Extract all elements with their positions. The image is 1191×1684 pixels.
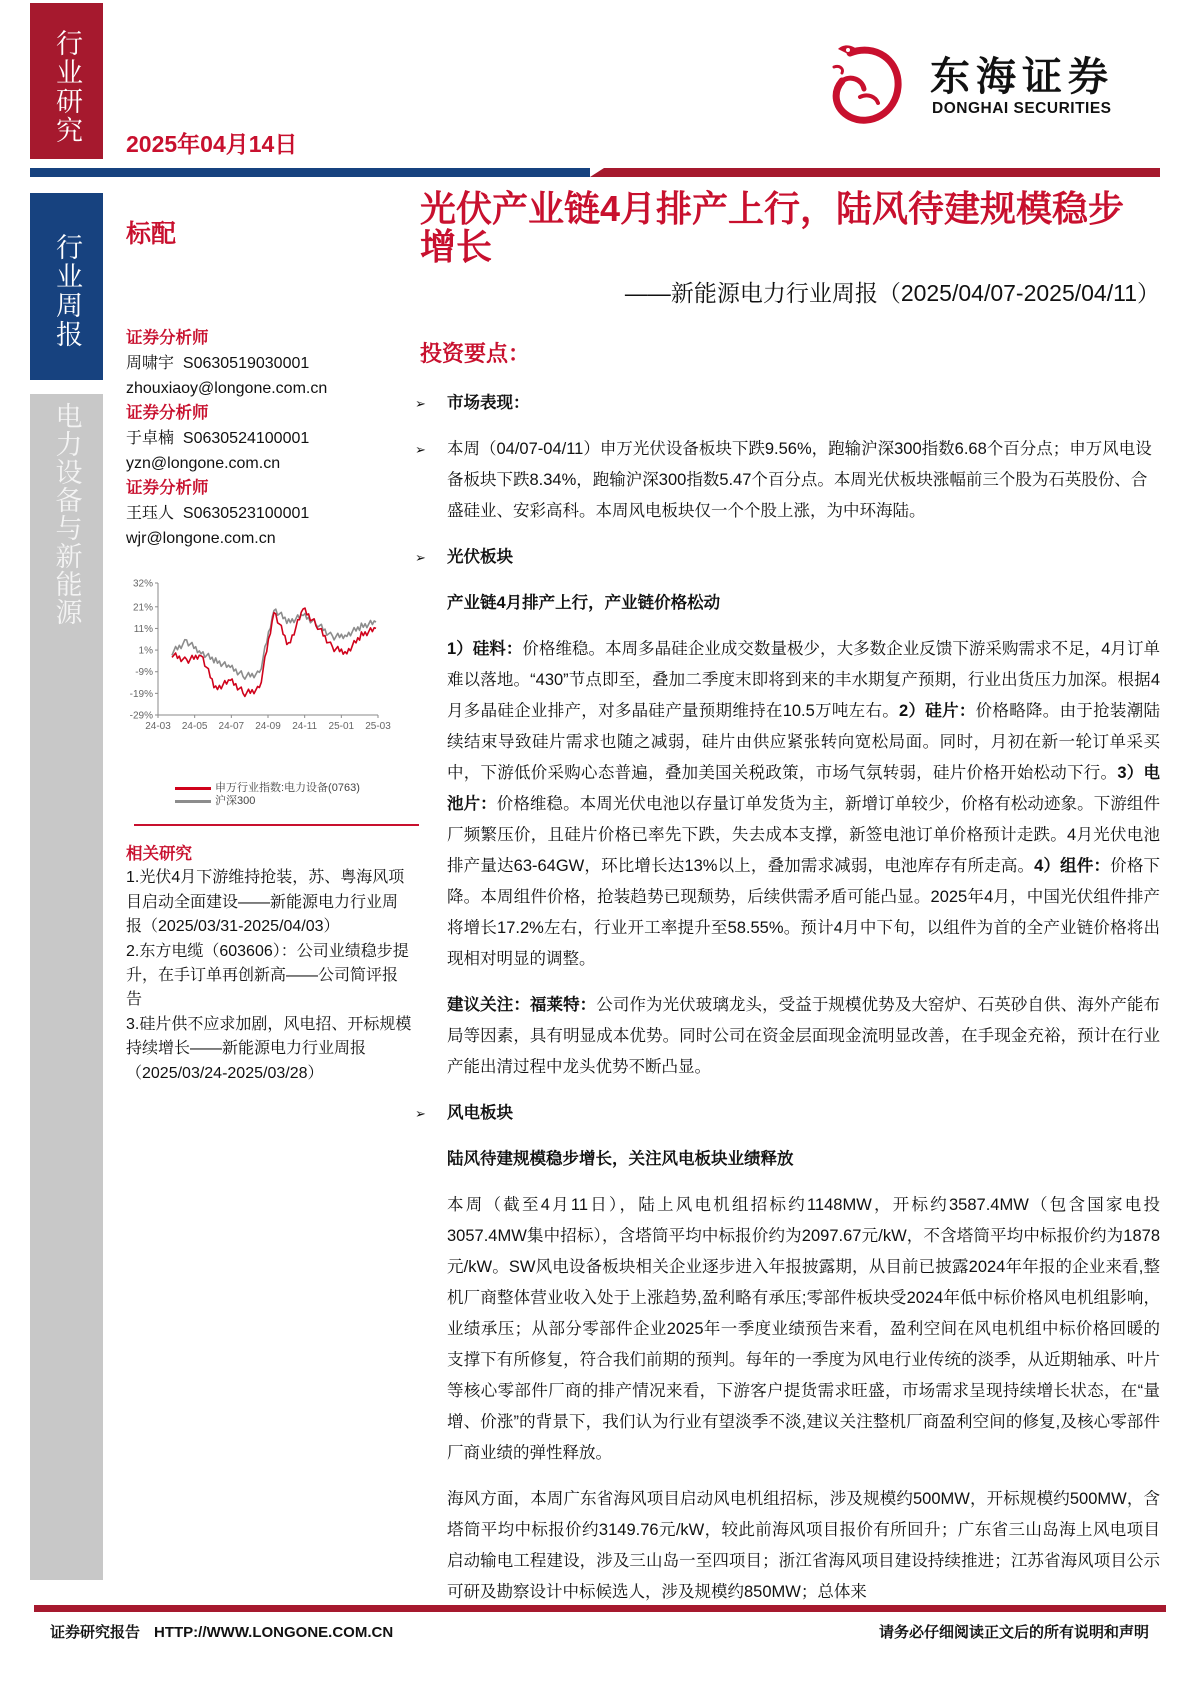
report-subtitle: ——新能源电力行业周报（2025/04/07-2025/04/11）: [624, 280, 1160, 306]
arrow-bullet-icon: ➢: [415, 396, 426, 411]
para-label: 建议关注：福莱特：: [447, 996, 597, 1014]
section-pv-heading: [415, 542, 1160, 573]
section-heading-label: 光伏板块: [447, 548, 513, 566]
analyst-name: 周啸宇: [126, 355, 175, 372]
wind-sub-heading: 陆风待建规模稳步增长，关注风电板块业绩释放: [447, 1150, 794, 1168]
legend-swatch-gray: [175, 800, 211, 803]
analyst-license: S0630523100001: [182, 505, 310, 522]
analyst-role: 证券分析师: [126, 479, 209, 497]
logo-name-cn: 东海证券: [930, 54, 1114, 100]
related-research-title: 相关研究: [126, 845, 192, 863]
para-label: 1）硅料：: [447, 640, 523, 658]
svg-text:25-03: 25-03: [365, 721, 391, 732]
analyst-license: S0630519030001: [182, 355, 310, 372]
related-research-item[interactable]: 2.东方电缆（603606）：公司业绩稳步提升，在手订单再创新高——公司简评报告: [126, 942, 409, 1009]
arrow-bullet-icon: ➢: [415, 442, 426, 457]
footer-disclaimer: 请务必仔细阅读正文后的所有说明和声明: [878, 1624, 1149, 1641]
analyst-name-license: [126, 501, 327, 526]
header-divider: [30, 168, 1160, 177]
dragon-emblem-icon: [820, 35, 920, 135]
analyst-name-license: [126, 426, 327, 451]
analyst-license: S0630524100001: [182, 430, 310, 447]
report-body: [415, 388, 1160, 1608]
svg-text:-29%: -29%: [129, 710, 153, 722]
legend-label: 沪深300: [215, 795, 256, 807]
para-label: 4）组件：: [1034, 857, 1111, 875]
chart-legend: [175, 782, 360, 808]
para-text: 价格维稳。本周光伏电池以存量订单发货为主，新增订单较少，价格有松动迹象。下游组件厂频繁压价，且硅片价格已率先下跌，失去成本支撑，新签电池订单价格预计走跌。4月光伏电池排产量达63-64GW，环比增长达13%以上，叠加需求减弱，电池库存有所走高。: [447, 795, 1160, 875]
pv-recommendation: [415, 990, 1160, 1083]
analyst-name: 王珏人: [126, 505, 175, 522]
line-chart: [120, 575, 410, 780]
arrow-bullet-icon: ➢: [415, 1106, 426, 1121]
pv-chain-paragraph: [415, 634, 1160, 975]
related-research-item[interactable]: 3.硅片供不应求加剧，风电招、开标规模持续增长——新能源电力行业周报（2025/03/24-2025/03/28）: [126, 1015, 412, 1082]
para-label: 2）硅片：: [899, 702, 976, 720]
svg-text:21%: 21%: [132, 602, 153, 614]
para-label: 3）电池片：: [447, 764, 1161, 813]
performance-chart: [120, 575, 410, 815]
wind-onshore-paragraph: 本周（截至4月11日），陆上风电机组招标约1148MW，开标约3587.4MW（包含国家电投3057.4MW集中招标），含塔筒平均中标报价约为2097.67元/kW，不含塔筒平均中标报价约为1878元/kW。SW风电设备板块相关企业逐步进入年报披露期，从目前已披露2024年年报的企业来看,整机厂商整体营业收入处于上涨趋势,盈利略有承压;零部件板块受2024年低中标价格风电机组影响，业绩承压；从部分零部件企业2025年一季度业绩预告来看，盈利空间在风电机组中标价格回暖的支撑下有所修复，符合我们前期的预判。每年的一季度为风电行业传统的淡季，从近期轴承、叶片等核心零部件厂商的排产情况来看，下游客户提货需求旺盛，市场需求呈现持续增长状态，在“量增、价涨”的背景下，我们认为行业有望淡季不淡,建议关注整机厂商盈利空间的修复,及核心零部件厂商业绩的弹性释放。: [447, 1196, 1160, 1462]
svg-text:11%: 11%: [133, 623, 153, 635]
report-title: 光伏产业链4月排产上行，陆风待建规模稳步增长: [420, 188, 1125, 267]
market-summary-text: 本周（04/07-04/11）申万光伏设备板块下跌9.56%，跑输沪深300指数6.68个百分点；申万风电设备板块下跌8.34%，跑输沪深300指数5.47个百分点。本周光伏板块涨幅前三个股为石英股份、合盛硅业、安彩高科。本周风电板块仅一个个股上涨，为中环海陆。: [447, 440, 1152, 520]
svg-text:-19%: -19%: [129, 688, 153, 700]
wind-offshore-paragraph: 海风方面，本周广东省海风项目启动风电机组招标，涉及规模约500MW，开标规模约500MW，含塔筒平均中标报价约3149.76元/kW，较此前海风项目报价有所回升；广东省三山岛海上风电项目启动输电工程建设，涉及三山岛一至四项目；浙江省海风项目建设持续推进；江苏省海风项目公示可研及勘察设计中标候选人，涉及规模约850MW；总体来: [447, 1490, 1160, 1601]
chart-divider: [134, 824, 419, 826]
sidebar-sector-label: 电力设备与新能源: [51, 402, 82, 626]
arrow-bullet-icon: ➢: [415, 550, 426, 565]
related-research: [126, 842, 412, 1086]
analyst-email[interactable]: zhouxiaoy@longone.com.cn: [126, 380, 328, 397]
svg-text:24-11: 24-11: [292, 721, 318, 732]
para-text: 价格下降。本周组件价格，抢装趋势已现颓势，后续供需矛盾可能凸显。2025年4月，中国光伏组件排产将增长17.2%左右，行业开工率提升至58.55%。预计4月中下旬，以组件为首的全产业链价格将出现相对明显的调整。: [447, 857, 1160, 968]
analyst-entry: [126, 326, 327, 401]
analyst-name: 于卓楠: [126, 430, 175, 447]
analyst-name-license: [126, 351, 327, 376]
analyst-entry: [126, 476, 327, 551]
sidebar-report-type-block: [30, 193, 103, 380]
section-wind-heading: [415, 1098, 1160, 1129]
sidebar-category-label: 行业研究: [52, 29, 82, 145]
sidebar-category-block: [30, 3, 103, 159]
header-divider-red: [590, 168, 1160, 177]
logo-name-en: DONGHAI SECURITIES: [932, 100, 1112, 117]
para-text: 价格维稳。本周多晶硅企业成交数量极少，大多数企业反馈下游采购需求不足，4月订单难以落地。“430”节点即至，叠加二季度末即将到来的丰水期复产预期，行业出货压力加深。根据4月多晶硅企业排产，对多晶硅产量预期维持在10.5万吨左右。: [447, 640, 1160, 720]
footer-url-link[interactable]: HTTP://WWW.LONGONE.COM.CN: [154, 1624, 394, 1641]
svg-text:24-09: 24-09: [255, 721, 281, 732]
analyst-email[interactable]: yzn@longone.com.cn: [126, 455, 281, 472]
para-text: 价格略降。由于抢装潮陆续结束导致硅片需求也随之减弱，硅片由供应紧张转向宽松局面。同时，月初在新一轮订单采买中，下游低价采购心态普遍，叠加美国关税政策，市场气氛转弱，硅片价格开始松动下行。: [447, 702, 1160, 782]
legend-label: 申万行业指数:电力设备(0763): [215, 782, 360, 794]
svg-text:24-05: 24-05: [181, 721, 208, 732]
market-summary: [415, 434, 1160, 527]
section-heading-label: 市场表现：: [447, 394, 530, 412]
svg-text:25-01: 25-01: [328, 721, 355, 732]
footer-label: 证券研究报告: [50, 1624, 141, 1641]
section-market-heading: [415, 388, 1160, 419]
analyst-role: 证券分析师: [126, 329, 209, 347]
section-heading-label: 风电板块: [447, 1104, 513, 1122]
report-date: 2025年04月14日: [126, 131, 298, 157]
svg-text:1%: 1%: [138, 645, 153, 657]
svg-text:-9%: -9%: [135, 667, 153, 679]
header-divider-blue: [30, 168, 590, 177]
sidebar-sector-block: [30, 394, 103, 1580]
svg-text:32%: 32%: [132, 578, 153, 590]
pv-sub-heading: 产业链4月排产上行，产业链价格松动: [447, 594, 721, 612]
analyst-list: [126, 326, 327, 551]
legend-item-csi300: [175, 795, 360, 808]
analyst-email[interactable]: wjr@longone.com.cn: [126, 530, 276, 547]
donghai-logo: [820, 35, 1160, 135]
svg-text:24-03: 24-03: [145, 721, 171, 732]
legend-item-sector: [175, 782, 360, 795]
svg-text:24-07: 24-07: [218, 721, 245, 732]
analyst-entry: [126, 401, 327, 476]
sidebar-report-type-label: 行业周报: [52, 233, 82, 349]
related-research-item[interactable]: 1.光伏4月下游维持抢装，苏、粤海风项目启动全面建设——新能源电力行业周报（2025/03/31-2025/04/03）: [126, 869, 405, 936]
legend-swatch-red: [175, 787, 211, 790]
investment-highlights-heading: 投资要点：: [420, 341, 531, 366]
industry-rating: 标配: [126, 220, 177, 248]
footer-left: [50, 1621, 393, 1642]
analyst-role: 证券分析师: [126, 404, 209, 422]
footer-divider: [34, 1605, 1166, 1612]
para-text: 公司作为光伏玻璃龙头，受益于规模优势及大窑炉、石英砂自供、海外产能布局等因素，具有明显成本优势。同时公司在资金层面现金流明显改善，在手现金充裕，预计在行业产能出清过程中龙头优势不断凸显。: [447, 996, 1161, 1076]
